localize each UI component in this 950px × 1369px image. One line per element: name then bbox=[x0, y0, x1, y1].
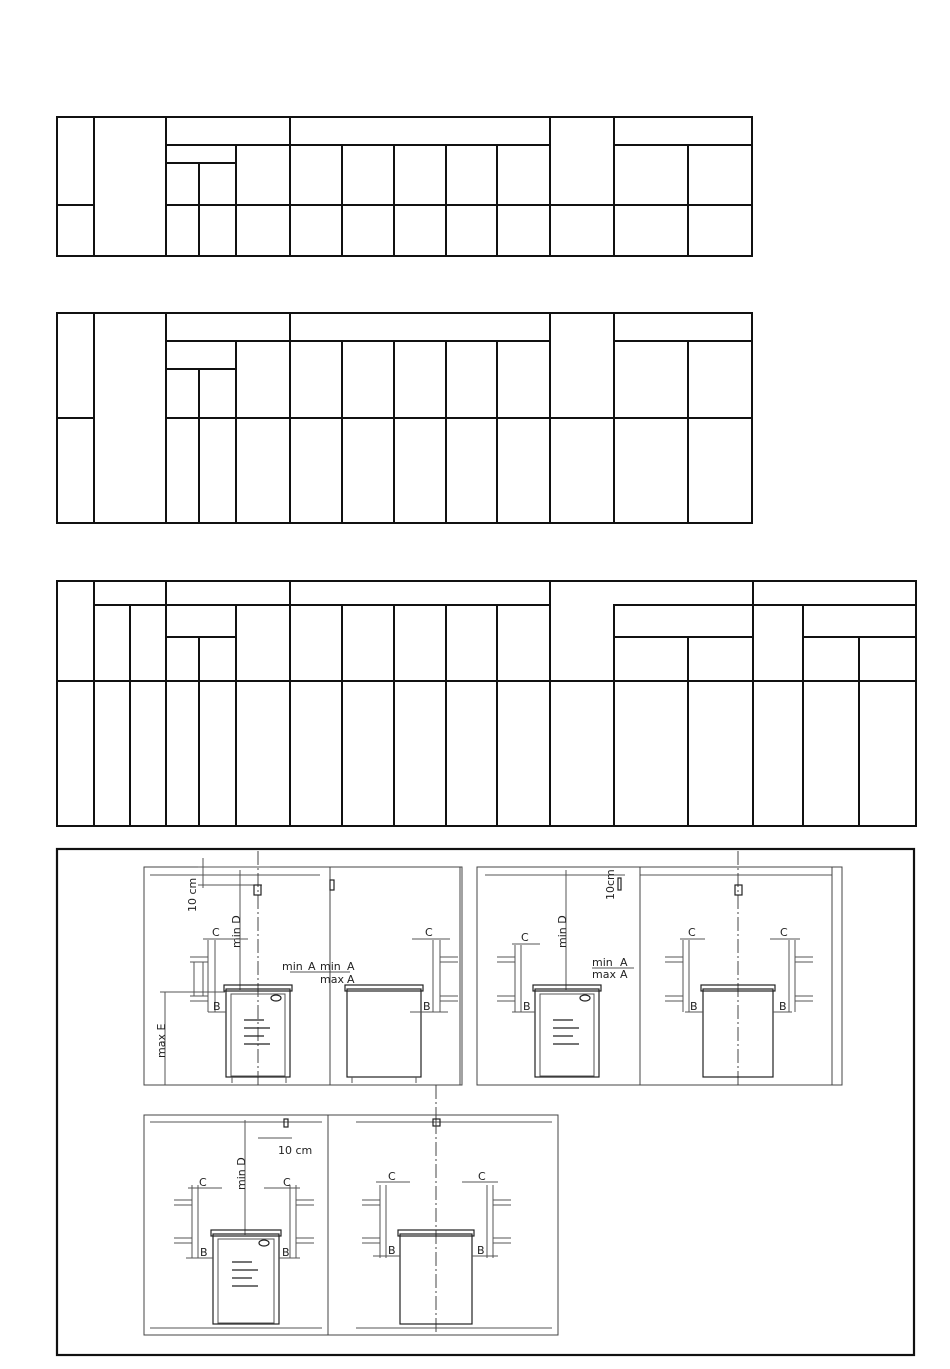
label-min-a-3: min bbox=[592, 956, 613, 969]
label-c-1a: C bbox=[212, 926, 220, 939]
label-10cm-3: 10cm bbox=[604, 869, 617, 900]
label-max-1: max bbox=[320, 973, 344, 986]
label-b-4b: B bbox=[282, 1246, 290, 1259]
label-c-4d: C bbox=[478, 1170, 486, 1183]
label-max-3: max bbox=[592, 968, 616, 981]
label-b-4a: B bbox=[200, 1246, 208, 1259]
label-b-3b: B bbox=[690, 1000, 698, 1013]
label-c-3b: C bbox=[688, 926, 696, 939]
table-3 bbox=[57, 581, 916, 826]
label-a-1: A bbox=[308, 960, 316, 973]
label-10cm-4: 10 cm bbox=[278, 1144, 313, 1157]
label-min-d-4: min D bbox=[235, 1157, 248, 1190]
table-2 bbox=[57, 313, 752, 523]
label-b-4c: B bbox=[388, 1244, 396, 1257]
table-1 bbox=[57, 117, 752, 256]
diagram-panel-3 bbox=[477, 851, 842, 1085]
label-c-4b: C bbox=[283, 1176, 291, 1189]
label-10cm: 10 cm bbox=[186, 877, 199, 912]
label-b-1a: B bbox=[213, 1000, 221, 1013]
diagram-panel-1 bbox=[144, 851, 462, 1085]
label-c-3a: C bbox=[521, 931, 529, 944]
label-b-2: B bbox=[423, 1000, 431, 1013]
label-c-3c: C bbox=[780, 926, 788, 939]
label-a-4: A bbox=[620, 956, 628, 969]
label-max-e: max E bbox=[155, 1023, 168, 1058]
label-a-2: A bbox=[347, 960, 355, 973]
installation-diagram-frame bbox=[57, 849, 914, 1355]
label-b-3c: B bbox=[779, 1000, 787, 1013]
label-min-a-2: min bbox=[320, 960, 341, 973]
label-min-d-3: min D bbox=[556, 915, 569, 948]
label-c-2: C bbox=[425, 926, 433, 939]
label-b-4d: B bbox=[477, 1244, 485, 1257]
label-min-d: min D bbox=[230, 915, 243, 948]
label-c-4a: C bbox=[199, 1176, 207, 1189]
label-a-5: A bbox=[620, 968, 628, 981]
label-b-3a: B bbox=[523, 1000, 531, 1013]
diagram-panel-4 bbox=[144, 1115, 558, 1335]
label-c-4c: C bbox=[388, 1170, 396, 1183]
label-min-a-1: min bbox=[282, 960, 303, 973]
label-a-3: A bbox=[347, 973, 355, 986]
